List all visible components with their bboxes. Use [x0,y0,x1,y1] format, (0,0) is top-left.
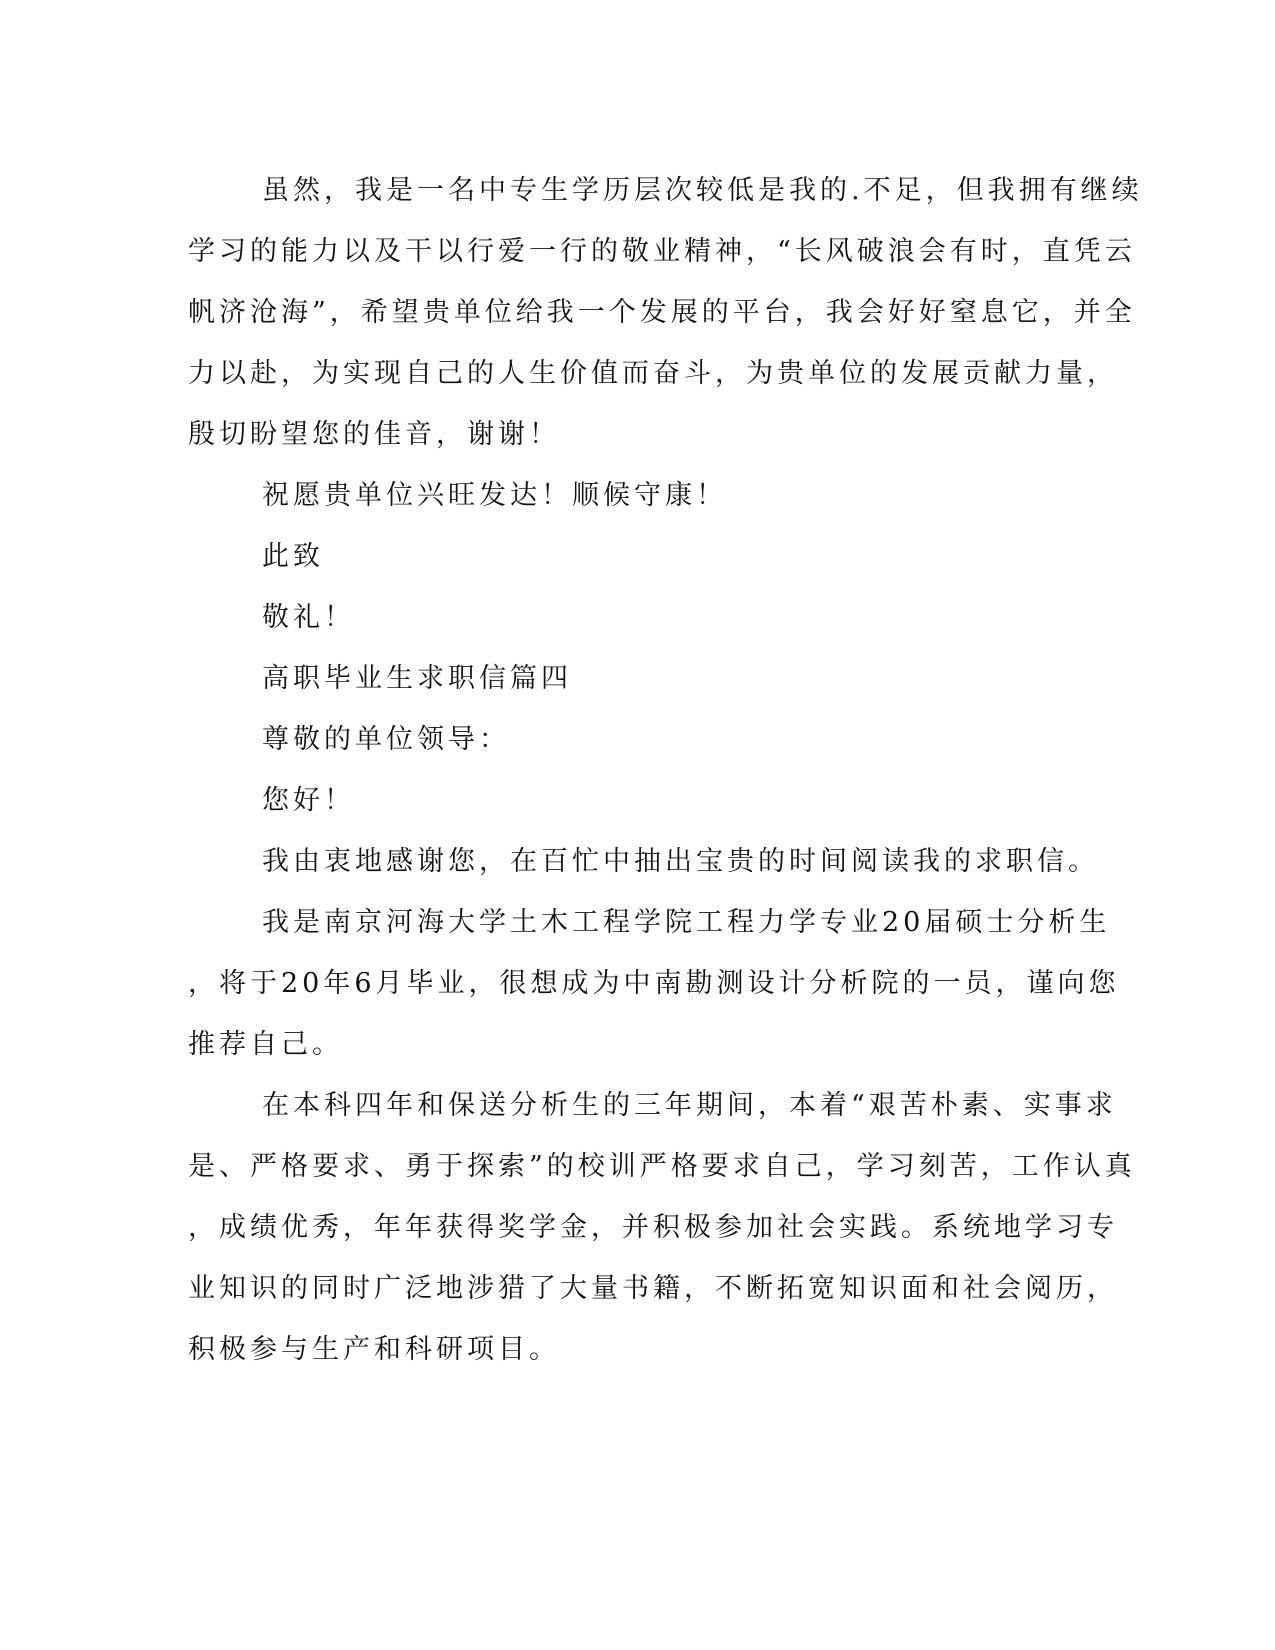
salutation: 尊敬的单位领导： [262,724,510,755]
text-line: 祝愿贵单位兴旺发达！顺候守康！ [262,480,727,511]
text-line: 推荐自己。 [188,1029,343,1060]
text-line: 力以赴，为实现自己的人生价值而奋斗，为贵单位的发展贡献力量， [188,358,1118,389]
section-title: 高职毕业生求职信篇四 [262,663,572,694]
greeting: 您好！ [262,785,355,816]
text-line: 是、严格要求、勇于探索”的校训严格要求自己，学习刻苦，工作认真 [188,1151,1136,1182]
text-line: 业知识的同时广泛地涉猎了大量书籍，不断拓宽知识面和社会阅历， [188,1273,1118,1304]
text-line: ，成绩优秀，年年获得奖学金，并积极参加社会实践。系统地学习专 [188,1212,1118,1243]
closing-line: 敬礼！ [262,602,355,633]
text-line: 我是南京河海大学土木工程学院工程力学专业20届硕士分析生 [262,907,1111,938]
text-line: 积极参与生产和科研项目。 [188,1334,560,1365]
text-line: 帆济沧海”，希望贵单位给我一个发展的平台，我会好好窒息它，并全 [188,297,1136,328]
text-line: 殷切盼望您的佳音，谢谢！ [188,419,560,450]
closing-line: 此致 [262,541,324,572]
document-body [188,160,1143,1380]
text-line: 在本科四年和保送分析生的三年期间，本着“艰苦朴素、实事求 [262,1090,1117,1121]
text-line: ，将于20年6月毕业，很想成为中南勘测设计分析院的一员，谨向您 [188,968,1120,999]
text-line: 虽然，我是一名中专生学历层次较低是我的.不足，但我拥有继续 [262,175,1143,206]
text-line: 学习的能力以及干以行爱一行的敬业精神，“长风破浪会有时，直凭云 [188,236,1136,267]
text-line: 我由衷地感谢您，在百忙中抽出宝贵的时间阅读我的求职信。 [262,846,1099,877]
